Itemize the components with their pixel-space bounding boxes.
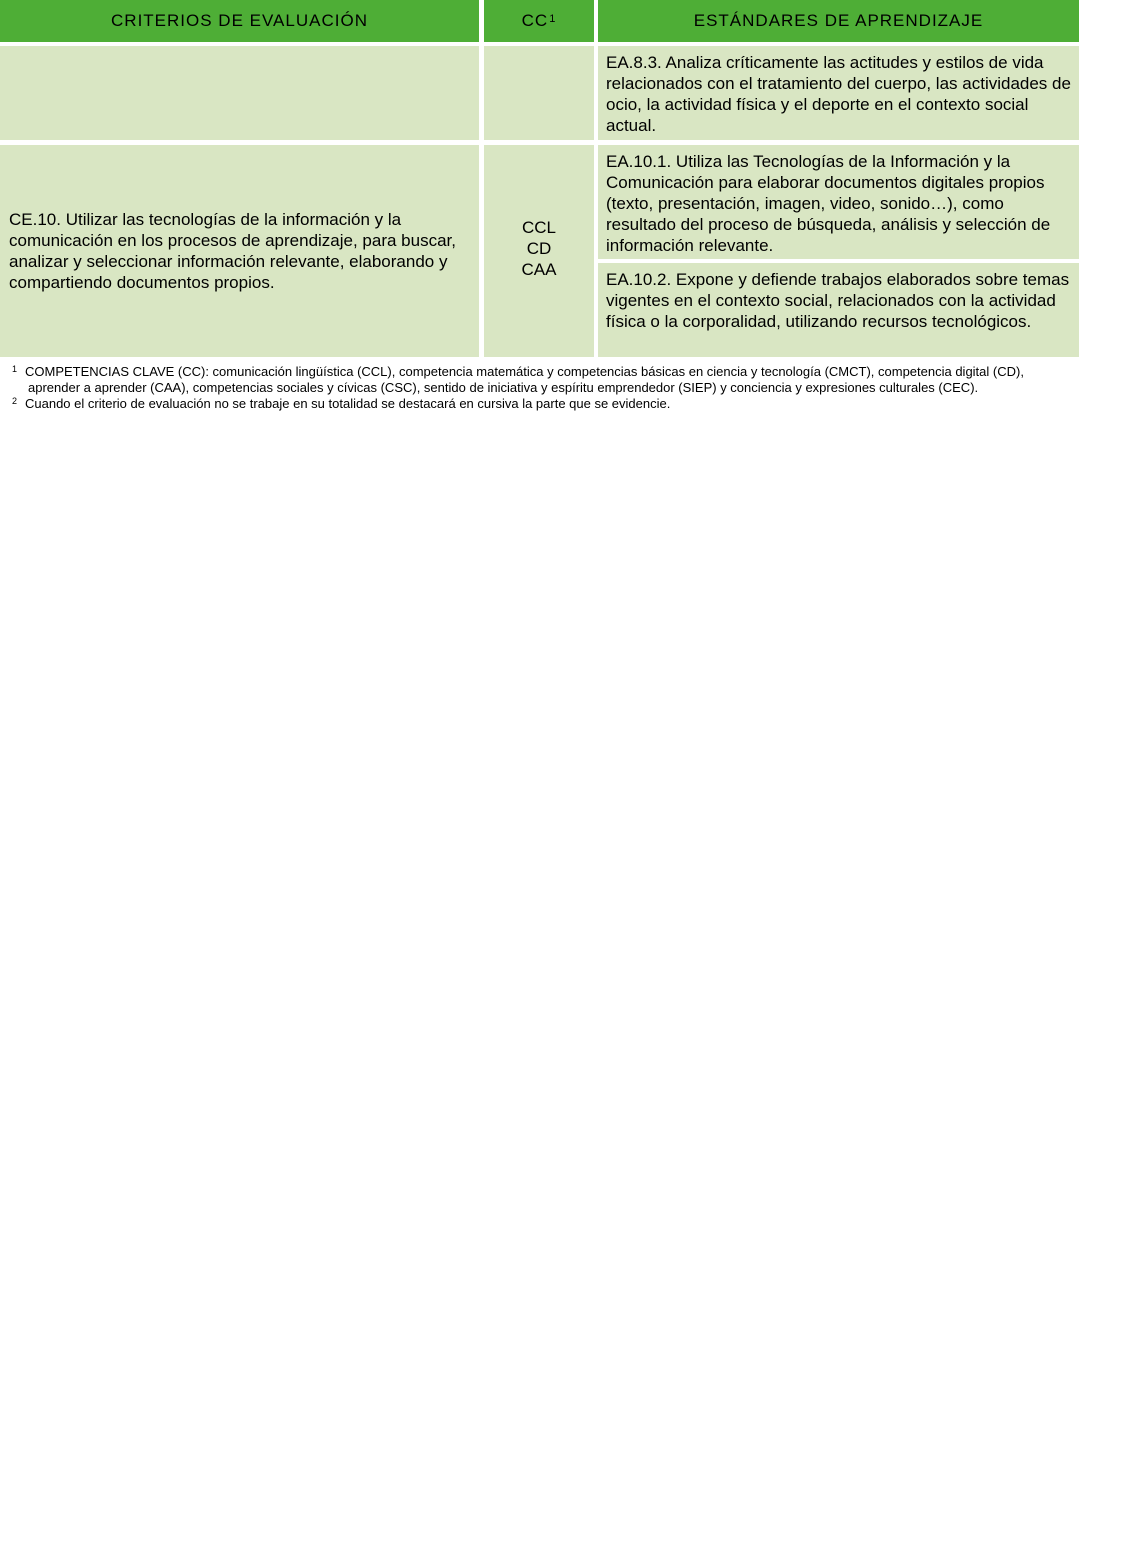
row2-estandar-cell-1 <box>598 145 1079 259</box>
row2-criterio-text-ce-10: CE.10. Utilizar las tecnologías de la información y la comunicación en los procesos de aprendizaje, para buscar, analizar y seleccionar información relevante, elaborando y compartiendo documentos propios. <box>9 210 456 292</box>
row1-estandar-ea-8-3: EA.8.3. Analiza críticamente las actitudes y estilos de vida relacionados con el tratamiento del cuerpo, las actividades de ocio, la actividad física y el deporte en el contexto social actual. <box>606 53 1071 135</box>
header-cc <box>484 0 594 42</box>
row1-criterio-cell <box>0 46 479 140</box>
header-cc-footnote-mark: 1 <box>549 13 557 25</box>
footnote-1-mark: 1 <box>12 364 18 374</box>
row2-cc-cell <box>484 145 594 357</box>
header-estandares-label: ESTÁNDARES DE APRENDIZAJE <box>693 11 984 30</box>
competencia-ccl: CCL <box>521 217 556 237</box>
row2-estandar-ea-10-1: EA.10.1. Utiliza las Tecnologías de la Información y la Comunicación para elaborar documentos digitales propios (texto, presentación, imagen, video, sonido…), como resultado del proceso de búsqueda, análisis y selección de información relevante. <box>606 152 1051 255</box>
footnote-1 <box>12 364 1072 396</box>
row1-estandar-cell <box>598 46 1079 140</box>
header-criterios <box>0 0 479 42</box>
footnote-2-text: Cuando el criterio de evaluación no se trabaje en su totalidad se destacará en cursiva la parte que se evidencie. <box>25 396 671 411</box>
row2-criterio-cell <box>0 145 479 357</box>
row2-estandar-ea-10-2: EA.10.2. Expone y defiende trabajos elaborados sobre temas vigentes en el contexto social, relacionados con la actividad física o la corporalidad, utilizando recursos tecnológicos. <box>606 270 1070 331</box>
competencia-caa: CAA <box>521 259 557 279</box>
header-criterios-label: CRITERIOS DE EVALUACIÓN <box>111 11 368 30</box>
header-estandares <box>598 0 1079 42</box>
criteria-table <box>0 0 1079 359</box>
footnotes <box>12 364 1072 412</box>
footnote-2 <box>12 396 1072 412</box>
row1-cc-cell <box>484 46 594 140</box>
header-cc-label: CC <box>521 11 549 30</box>
footnote-2-mark: 2 <box>12 396 18 406</box>
footnote-1-text: COMPETENCIAS CLAVE (CC): comunicación lingüística (CCL), competencia matemática y competencias básicas en ciencia y tecnología (CMCT), competencia digital (CD), aprender a aprender (CAA), competencias sociales y cívicas (CSC), sentido de iniciativa y espíritu emprendedor (SIEP) y conciencia y expresiones culturales (CEC). <box>25 364 1024 395</box>
row2-estandar-cell-2 <box>598 263 1079 357</box>
competencia-cd: CD <box>526 238 552 258</box>
